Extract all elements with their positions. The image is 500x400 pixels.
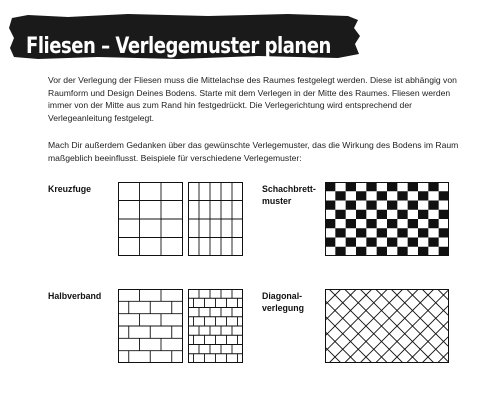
schachbrett-pattern: [325, 182, 449, 256]
page-title: Fliesen – Verlegemuster planen: [26, 34, 331, 59]
kreuzfuge-pattern-horizontal: [118, 182, 183, 256]
label-kreuzfuge: Kreuzfuge: [48, 184, 92, 194]
label-diagonal-line1: Diagonal-: [262, 291, 303, 301]
intro-paragraph-patterns: Mach Dir außerdem Gedanken über das gewünschte Verlegemuster, das die Wirkung des Bodens im Raum maßgeblich beeinflusst. Beispiele für verschiedene Verlegemuster:: [48, 140, 459, 163]
title-banner: [8, 12, 363, 62]
kreuzfuge-pattern-vertical: [188, 182, 243, 256]
label-halbverband: Halbverband: [48, 291, 102, 301]
label-schachbrett: [262, 183, 316, 207]
diagonal-pattern: [325, 289, 449, 363]
label-schachbrett-line2: muster: [262, 196, 292, 206]
label-diagonal-line2: verlegung: [262, 303, 305, 313]
halbverband-pattern-wide: [118, 289, 183, 363]
halbverband-pattern-narrow: [188, 289, 243, 363]
label-schachbrett-line1: Schachbrett-: [262, 184, 316, 194]
intro-paragraph: Vor der Verlegung der Fliesen muss die Mittelachse des Raumes festgelegt werden. Diese ist abhängig von Raumform und Design Deines Bodens. Starte mit dem Verlegen in der Mitte des Raumes. Fliesen werden immer von der Mitte aus zum Rand hin festgedrückt. Die Verlegerichtung wird entsprechend der Verlegeanleitung festgelegt.: [48, 75, 457, 123]
label-diagonal: [262, 290, 304, 314]
